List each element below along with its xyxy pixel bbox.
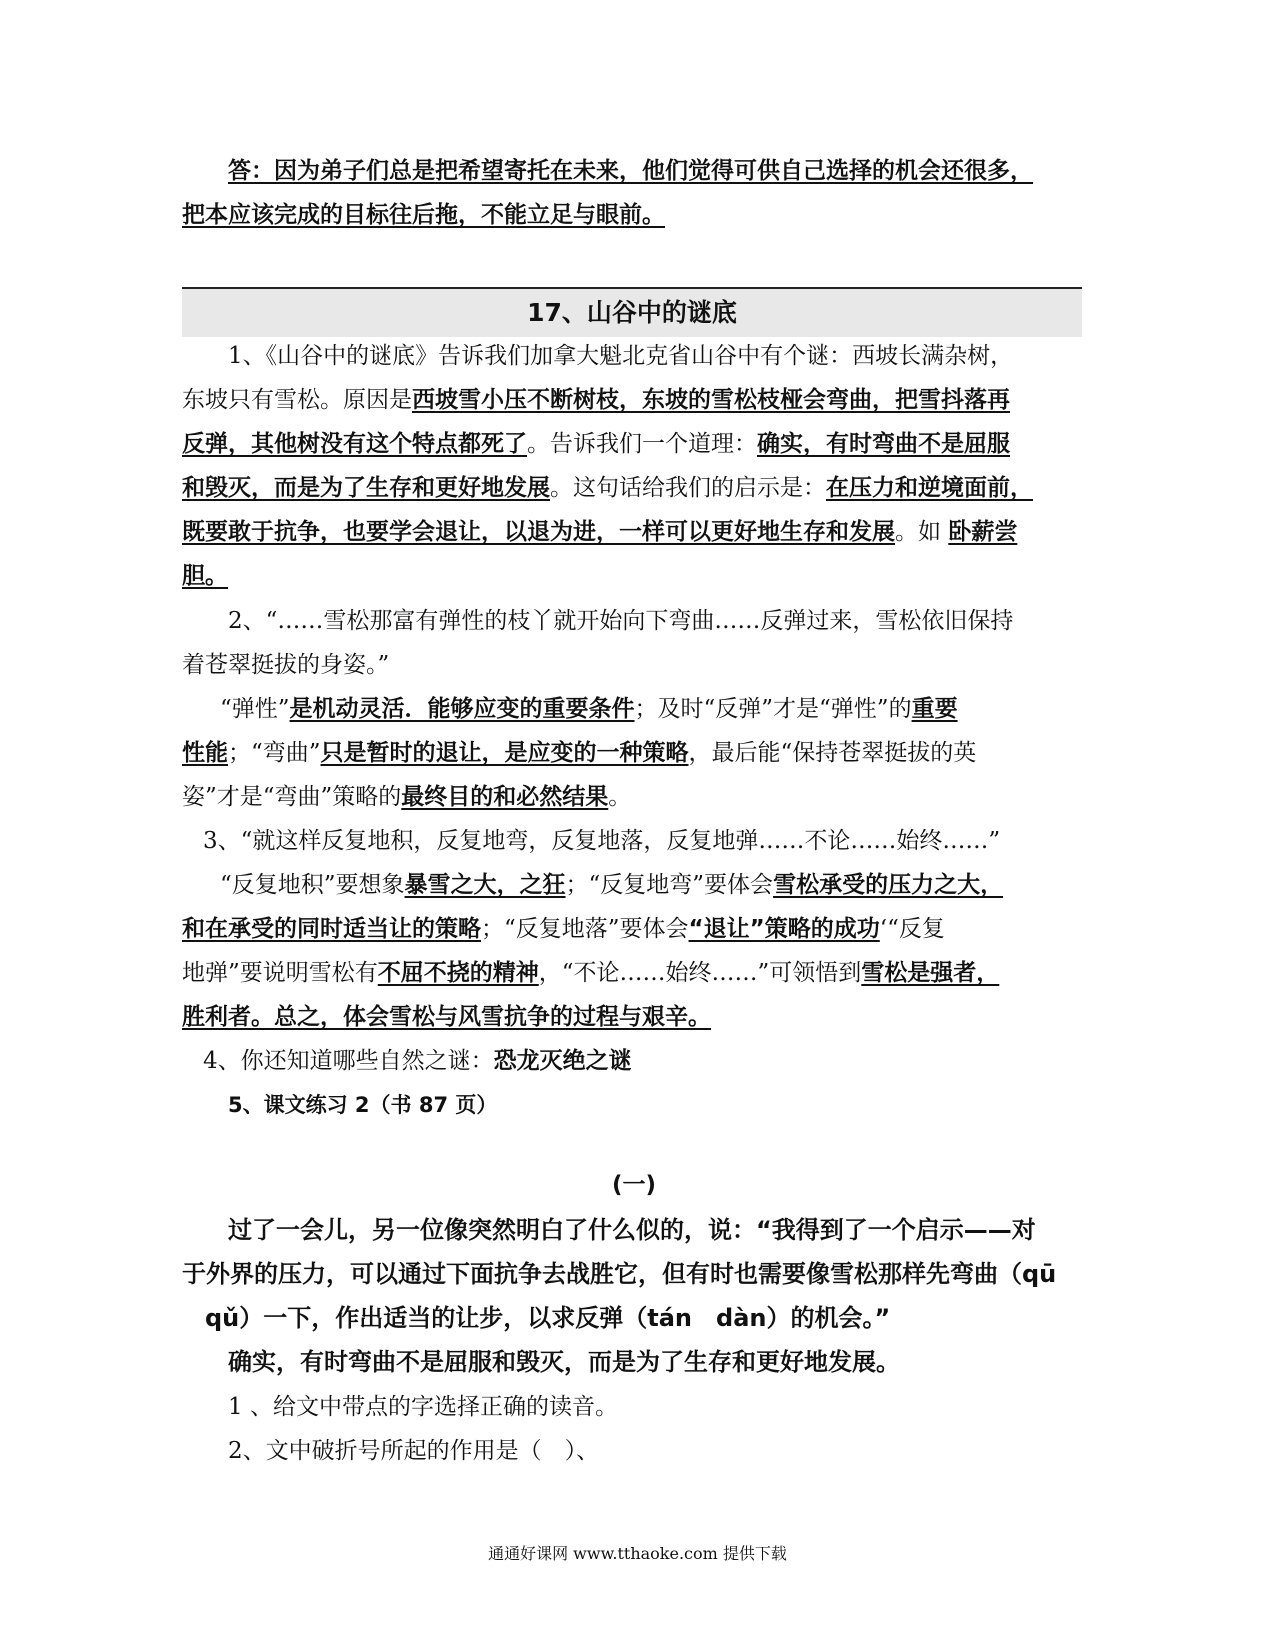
section-title: 17、山谷中的谜底 (527, 298, 737, 327)
exercise-2: 2、文中破折号所起的作用是（ ）、 (228, 1438, 600, 1464)
q1-line-5 (182, 517, 1017, 547)
q3-answer: 和在承受的同时适当让的策略 (182, 916, 481, 942)
q2-text: ；及时“反弹”才是“弹性”的 (634, 696, 912, 722)
q3-text: ；“反复地落”要体会 (481, 916, 689, 942)
q1-line-2 (182, 385, 1010, 415)
passage-line-4: 确实，有时弯曲不是屈服和毁灭，而是为了生存和更好地发展。 (228, 1348, 900, 1376)
q3-text: ，“不论……始终……”可领悟到 (538, 960, 862, 986)
exercise-1: 1 、给文中带点的字选择正确的读音。 (228, 1394, 618, 1420)
q2-line-3 (220, 694, 958, 724)
q2-answer: 只是暂时的退让，是应变的一种策略 (320, 740, 689, 766)
q1-answer: 确实，有时弯曲不是屈服 (757, 431, 1010, 457)
q1-text: 东坡只有雪松。原因是 (182, 387, 412, 413)
q2-line-2: 着苍翠挺拔的身姿。” (182, 652, 390, 678)
q3-answer: 雪松承受的压力之大， (773, 872, 1004, 898)
q1-answer: 既要敢于抗争，也要学会退让，以退为进，一样可以更好地生存和发展 (182, 519, 895, 545)
q2-answer: 最终目的和必然结果 (401, 784, 609, 810)
q3-line-2 (220, 870, 1003, 900)
passage-line-3: qǔ）一下，作出适当的让步，以求反弹（tán dàn）的机会。” (205, 1304, 891, 1332)
q1-line-4 (182, 473, 1033, 503)
q1-text: 。如 (895, 519, 949, 545)
page-footer: 通通好课网 www.tthaoke.com 提供下载 (488, 1544, 787, 1563)
q2-text: 姿”才是“弯曲”策略的 (182, 784, 402, 810)
q3-text: ‘“反复 (879, 916, 945, 942)
q3-line-3 (182, 914, 945, 944)
q2-answer: 重要 (911, 696, 958, 722)
q3-answer: 不屈不挠的精神 (377, 960, 539, 986)
q3-answer: “退让”策略的成功 (688, 916, 880, 942)
q3-text: ；“反复地弯”要体会 (565, 872, 774, 898)
answer-line-2: 把本应该完成的目标往后拖，不能立足与眼前。 (182, 202, 665, 228)
q3-line-1: 3、“就这样反复地积，反复地弯，反复地落，反复地弹……不论……始终……” (203, 828, 1001, 854)
q1-answer: 反弹，其他树没有这个特点都死了 (182, 431, 527, 457)
q1-text: 。告诉我们一个道理： (527, 431, 757, 457)
q2-text: “弹性” (220, 696, 290, 722)
q3-text: 地弹”要说明雪松有 (182, 960, 378, 986)
q2-line-5 (182, 782, 631, 812)
q1-line-3 (182, 429, 1010, 459)
q4-line (203, 1046, 632, 1076)
q3-answer: 暴雪之大，之狂 (404, 872, 566, 898)
q1-answer: 西坡雪小压不断树枝，东坡的雪松枝桠会弯曲，把雪抖落再 (412, 387, 1010, 413)
q1-answer: 卧薪尝 (948, 519, 1018, 545)
q1-answer: 在压力和逆境面前， (826, 475, 1033, 501)
q1-text: 。这句话给我们的启示是： (550, 475, 826, 501)
q3-text: “反复地积”要想象 (220, 872, 405, 898)
q3-line-5: 胜利者。总之，体会雪松与风雪抗争的过程与艰辛。 (182, 1004, 711, 1030)
q1-answer: 和毁灭，而是为了生存和更好地发展 (182, 475, 550, 501)
answer-line-1: 答：因为弟子们总是把希望寄托在未来，他们觉得可供自己选择的机会还很多， (228, 158, 1033, 184)
q1-line-6: 胆。 (182, 563, 228, 589)
q2-line-4 (182, 738, 976, 768)
q2-answer: 性能 (182, 740, 228, 766)
q2-line-1: 2、“……雪松那富有弹性的枝丫就开始向下弯曲……反弹过来，雪松依旧保持 (228, 608, 1014, 634)
q2-answer: 是机动灵活．能够应变的重要条件 (289, 696, 635, 722)
q2-text: 。 (608, 784, 632, 810)
q2-text: ；“弯曲” (228, 740, 321, 766)
q4-answer: 恐龙灭绝之谜 (493, 1048, 632, 1074)
q3-line-4 (182, 958, 999, 988)
q1-line-1: 1、《山谷中的谜底》告诉我们加拿大魁北克省山谷中有个谜：西坡长满杂树， (228, 343, 1014, 369)
passage-label: (一) (612, 1172, 657, 1198)
q2-text: ，最后能“保持苍翠挺拔的英 (688, 740, 977, 766)
q4-question: 4、你还知道哪些自然之谜： (203, 1048, 494, 1074)
passage-line-1: 过了一会儿，另一位像突然明白了什么似的，说：“我得到了一个启示——对 (228, 1216, 1036, 1244)
passage-line-2: 于外界的压力，可以通过下面抗争去战胜它，但有时也需要像雪松那样先弯曲（qū (182, 1260, 1057, 1288)
section-heading-bar (182, 287, 1082, 337)
q3-answer: 雪松是强者， (861, 960, 1000, 986)
q5-line: 5、课文练习 2（书 87 页） (228, 1093, 498, 1117)
